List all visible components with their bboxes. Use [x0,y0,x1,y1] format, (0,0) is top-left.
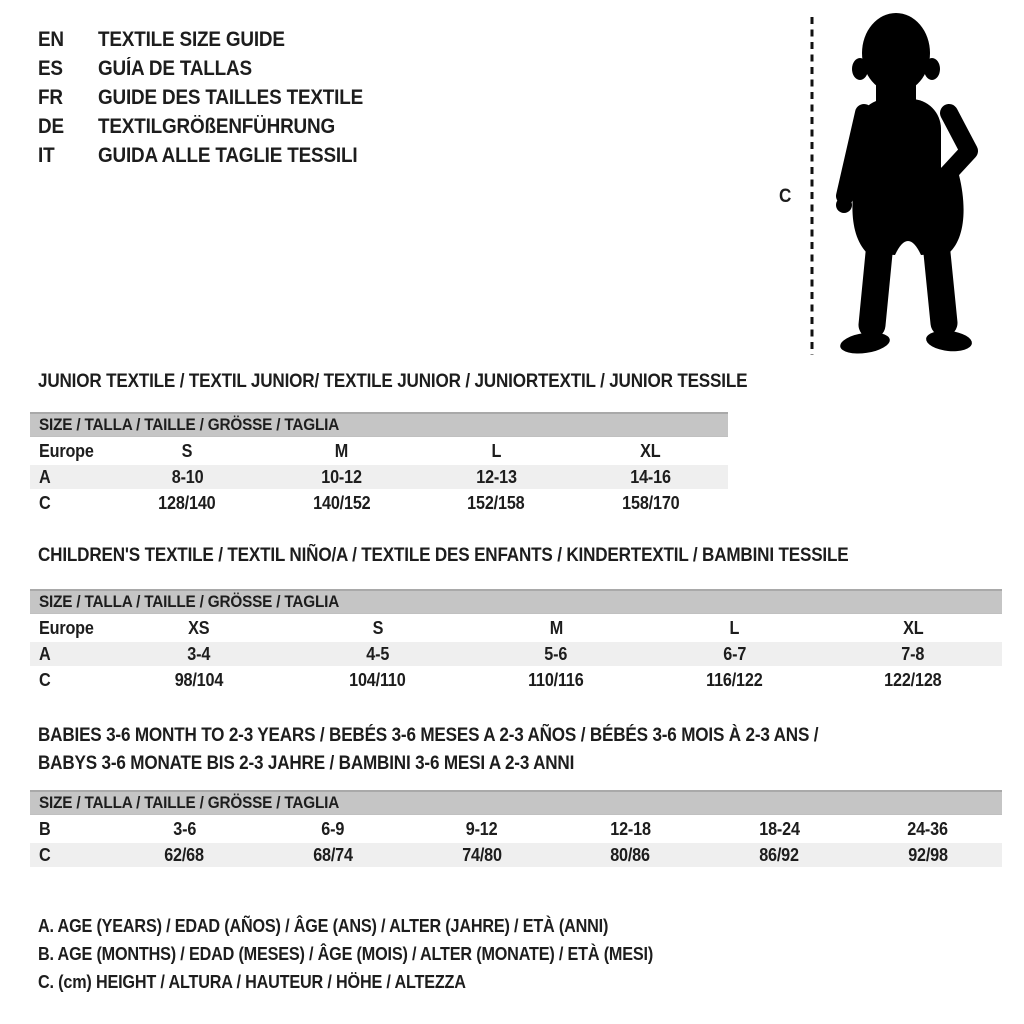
size-cell: L [729,617,740,638]
language-code: FR [38,85,63,109]
size-cell: 10-12 [321,466,363,487]
language-code: DE [38,114,64,138]
toddler-silhouette [836,13,973,356]
language-row [38,112,392,141]
size-cell: 62/68 [164,844,205,865]
language-title: TEXTILGRÖßENFÜHRUNG [98,114,336,138]
size-cell: M [549,617,563,638]
section-title-junior: JUNIOR TEXTILE / TEXTIL JUNIOR/ TEXTILE JUNIOR / JUNIORTEXTIL / JUNIOR TESSILE [38,371,748,392]
section-title-children: CHILDREN'S TEXTILE / TEXTIL NIÑO/A / TEXTILE DES ENFANTS / KINDERTEXTIL / BAMBINI TESSILE [38,545,849,566]
size-cell: 18-24 [758,818,800,839]
size-cell: 98/104 [174,669,224,690]
size-cell: M [335,440,349,461]
size-cell: 8-10 [171,466,204,487]
language-title: GUÍA DE TALLAS [98,56,252,80]
language-code: EN [38,27,64,51]
size-cell: 128/140 [158,492,216,513]
table-row [30,817,1002,841]
language-title-list [38,25,392,170]
size-cell: 14-16 [630,466,672,487]
row-label: C [39,669,51,690]
row-label: B [39,818,51,839]
table-row [30,491,728,515]
size-cell: 116/122 [706,669,763,690]
children-size-table [30,589,1002,692]
size-cell: S [372,617,383,638]
table-row [30,616,1002,640]
language-row [38,83,392,112]
size-cell: 9-12 [465,818,498,839]
table-row [30,439,728,463]
size-cell: 5-6 [544,643,568,664]
legend-line-b: B. AGE (MONTHS) / EDAD (MESES) / ÂGE (MOIS) / ALTER (MONATE) / ETÀ (MESI) [38,943,654,964]
row-label: A [39,643,51,664]
language-code: IT [38,143,55,167]
size-cell: 122/128 [884,669,942,690]
size-cell: 104/110 [349,669,406,690]
size-cell: S [181,440,193,461]
size-header-bar: SIZE / TALLA / TAILLE / GRÖSSE / TAGLIA [30,589,1002,614]
table-row [30,642,1002,666]
size-cell: 7-8 [901,643,925,664]
toddler-figure-graphic [775,5,1000,363]
size-header-bar: SIZE / TALLA / TAILLE / GRÖSSE / TAGLIA [30,412,728,437]
row-label: Europe [39,440,94,461]
language-row [38,141,392,170]
size-cell: 12-13 [475,466,517,487]
size-cell: 4-5 [366,643,390,664]
size-cell: 140/152 [313,492,371,513]
size-cell: 12-18 [610,818,651,839]
section-title-babies-line1: BABIES 3-6 MONTH TO 2-3 YEARS / BEBÉS 3-6 MESES A 2-3 AÑOS / BÉBÉS 3-6 MOIS À 2-3 ANS / [38,725,819,746]
language-title: GUIDA ALLE TAGLIE TESSILI [98,143,358,167]
size-cell: 80/86 [610,844,651,865]
legend [38,912,721,996]
height-measure-label: C [779,186,792,207]
size-cell: XL [902,617,923,638]
size-cell: 110/116 [528,669,584,690]
section-title-babies [38,722,1024,778]
size-cell: 24-36 [907,818,948,839]
size-cell: XS [188,617,210,638]
size-cell: 68/74 [313,844,353,865]
size-cell: 158/170 [622,492,680,513]
table-row [30,843,1002,867]
row-label: Europe [39,617,94,638]
legend-line-a: A. AGE (YEARS) / EDAD (AÑOS) / ÂGE (ANS) / ALTER (JAHRE) / ETÀ (ANNI) [38,915,609,936]
size-cell: 6-7 [722,643,746,664]
language-row [38,25,392,54]
row-label: C [39,844,51,865]
size-cell: L [491,440,502,461]
row-label: A [39,466,51,487]
size-header-bar: SIZE / TALLA / TAILLE / GRÖSSE / TAGLIA [30,790,1002,815]
size-cell: 152/158 [467,492,525,513]
size-cell: XL [640,440,661,461]
babies-size-table [30,790,1002,867]
row-label: C [39,492,51,513]
junior-size-table [30,412,728,515]
table-row [30,668,1002,692]
language-title: TEXTILE SIZE GUIDE [98,27,285,51]
section-title-babies-line2: BABYS 3-6 MONATE BIS 2-3 JAHRE / BAMBINI 3-6 MESI A 2-3 ANNI [38,753,575,774]
size-cell: 3-4 [187,643,211,664]
size-cell: 86/92 [759,844,799,865]
size-cell: 92/98 [907,844,948,865]
size-cell: 6-9 [321,818,345,839]
table-row [30,465,728,489]
size-cell: 3-6 [172,818,196,839]
legend-line-c: C. (cm) HEIGHT / ALTURA / HAUTEUR / HÖHE / ALTEZZA [38,971,466,992]
size-cell: 74/80 [461,844,502,865]
language-title: GUIDE DES TAILLES TEXTILE [98,85,364,109]
language-row [38,54,392,83]
language-code: ES [38,56,63,80]
